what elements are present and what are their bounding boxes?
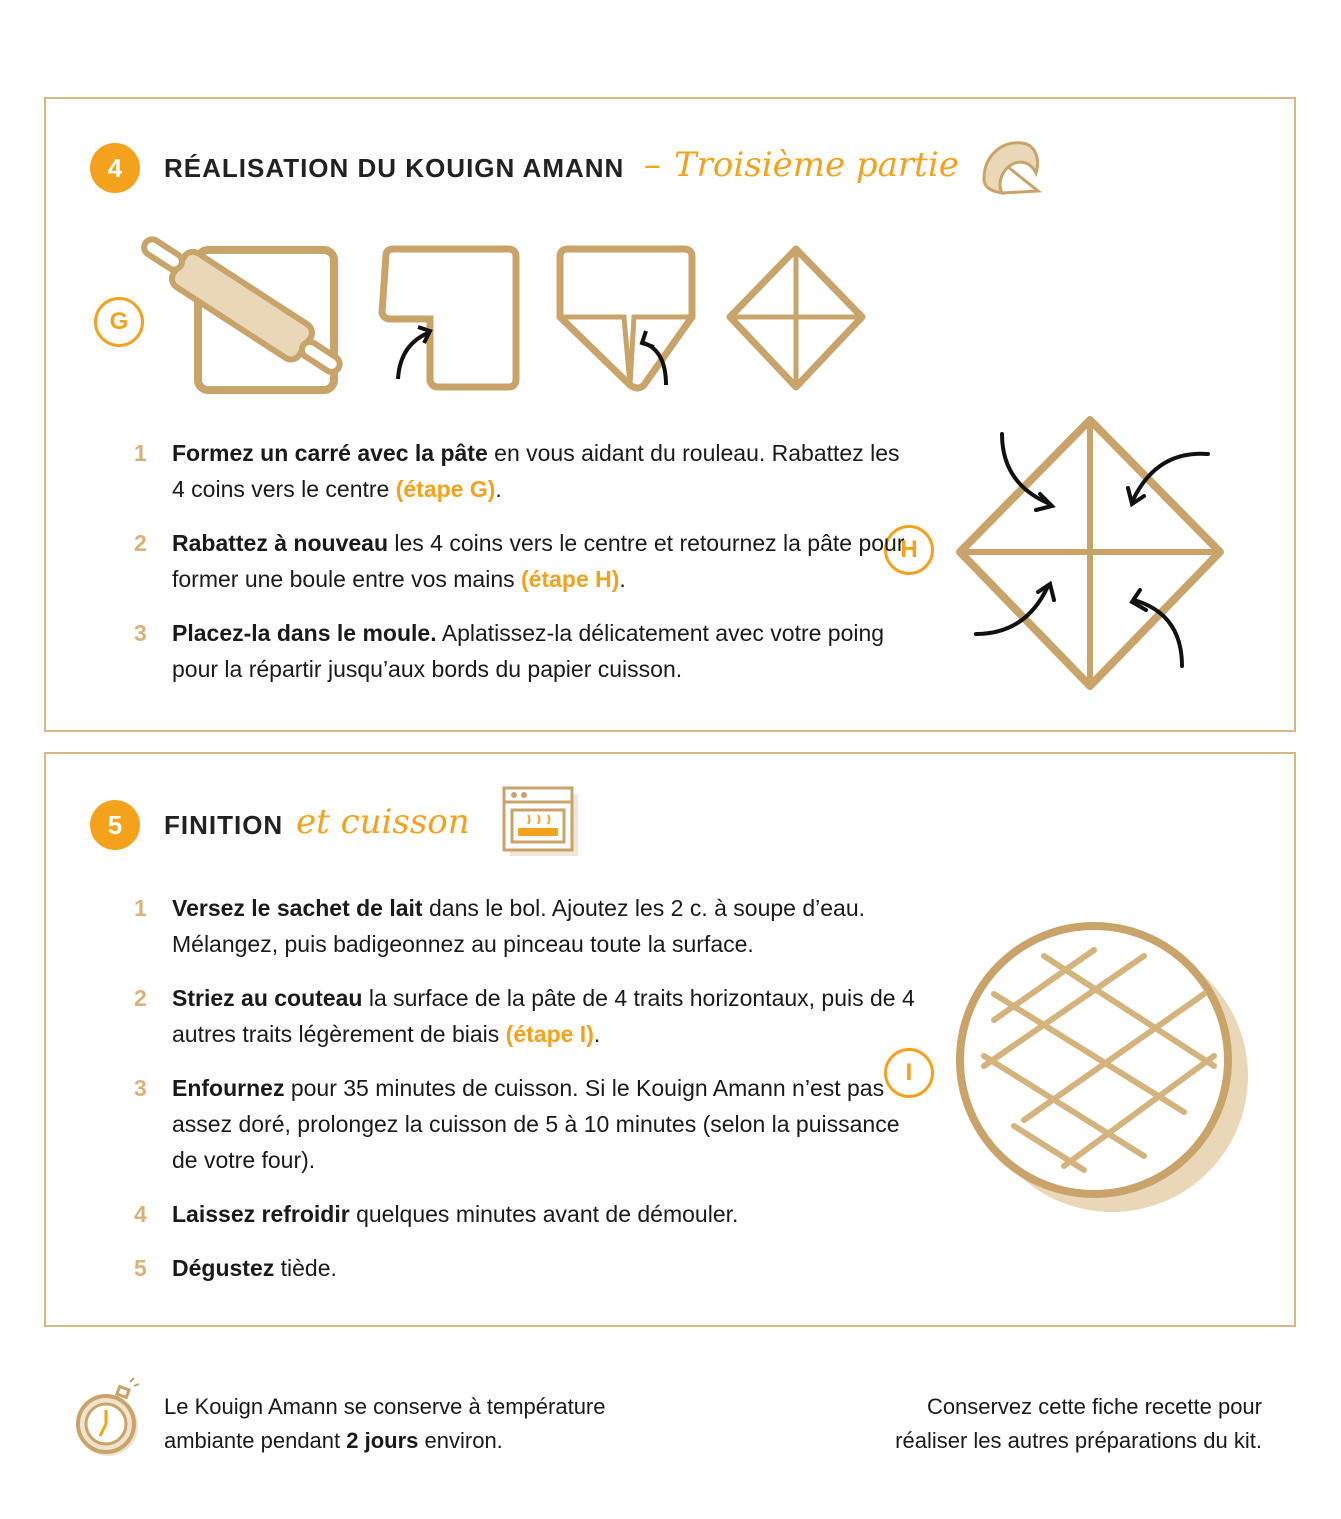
step-reference: (étape H)	[521, 566, 620, 592]
list-item	[134, 1070, 924, 1178]
step-number: 4	[134, 1201, 147, 1227]
list-item	[134, 980, 924, 1052]
section-subtitle-script: et cuisson	[296, 802, 470, 842]
rolling-pin-square-illustration	[128, 244, 358, 404]
storage-note-end: environ.	[418, 1428, 503, 1453]
storage-note-text: Le Kouign Amann se conserve à température ambiante pendant	[164, 1394, 606, 1453]
step-text: les 4 coins vers le centre et retournez la pâte pour former une boule entre vos mains	[172, 530, 905, 592]
section-number-badge: 4	[90, 143, 140, 193]
step-text: pour 35 minutes de cuisson. Si le Kouign Amann n’est pas assez doré, prolongez la cuisson de 5 à 10 minutes (selon la puissance de votre four).	[172, 1075, 900, 1173]
folded-diamond-illustration	[726, 245, 866, 391]
step-end: .	[619, 566, 626, 592]
step-bold-text: Rabattez à nouveau	[172, 530, 388, 556]
step-bold-text: Versez le sachet de lait	[172, 895, 423, 921]
fold-one-corner-illustration	[378, 245, 523, 395]
step-i-label: I	[884, 1048, 934, 1098]
step-text: tiède.	[274, 1255, 337, 1281]
section-title: RÉALISATION DU KOUIGN AMANN	[164, 153, 625, 183]
section-number-badge: 5	[90, 800, 140, 850]
step-text: en vous aidant du rouleau. Rabattez les 4 coins vers le centre	[172, 440, 900, 502]
step-number: 2	[134, 985, 147, 1011]
step-number: 3	[134, 1075, 147, 1101]
list-item	[134, 1250, 924, 1286]
step-text: quelques minutes avant de démouler.	[349, 1201, 739, 1227]
step-number: 1	[134, 895, 147, 921]
fold-two-corners-illustration	[554, 245, 704, 395]
storage-note	[164, 1390, 684, 1458]
step-reference: (étape I)	[505, 1021, 594, 1047]
storage-duration: 2 jours	[346, 1428, 419, 1453]
step-number: 5	[134, 1255, 147, 1281]
section-title-dash: –	[644, 145, 661, 185]
step-g-label: G	[94, 297, 144, 347]
section-4-panel	[44, 97, 1296, 732]
scored-cake-illustration	[954, 916, 1254, 1216]
step-bold-text: Enfournez	[172, 1075, 285, 1101]
keep-recipe-note: Conservez cette fiche recette pour réaliser les autres préparations du kit.	[895, 1394, 1262, 1453]
step-bold-text: Placez-la dans le moule.	[172, 620, 437, 646]
step-bold-text: Laissez refroidir	[172, 1201, 350, 1227]
section-subtitle-script: Troisième partie	[674, 145, 959, 185]
step-number: 2	[134, 530, 147, 556]
step-number: 1	[134, 440, 147, 466]
list-item	[134, 525, 914, 597]
step-text: la surface de la pâte de 4 traits horizontaux, puis de 4 autres traits légèrement de biais	[172, 985, 915, 1047]
list-item	[134, 890, 924, 962]
step-bold-text: Striez au couteau	[172, 985, 363, 1011]
section-4-steps	[134, 435, 914, 705]
croissant-icon	[978, 137, 1042, 197]
step-text: Aplatissez-la délicatement avec votre poing pour la répartir jusqu’aux bords du papier cuisson.	[172, 620, 885, 682]
section-5-steps	[134, 890, 924, 1304]
step-end: .	[495, 476, 502, 502]
step-reference: (étape G)	[395, 476, 496, 502]
step-number: 3	[134, 620, 147, 646]
list-item	[134, 615, 914, 687]
step-bold-text: Formez un carré avec la pâte	[172, 440, 488, 466]
section-5-panel	[44, 752, 1296, 1327]
list-item	[134, 1196, 924, 1232]
step-text: dans le bol. Ajoutez les 2 c. à soupe d’eau. Mélangez, puis badigeonnez au pinceau toute la surface.	[172, 895, 866, 957]
step-h-diamond-illustration	[956, 414, 1226, 694]
timer-icon	[74, 1376, 144, 1462]
oven-icon	[500, 784, 582, 860]
step-h-label: H	[884, 525, 934, 575]
step-end: .	[593, 1021, 601, 1047]
list-item	[134, 435, 914, 507]
step-bold-text: Dégustez	[172, 1255, 275, 1281]
section-title: FINITION	[164, 810, 284, 840]
